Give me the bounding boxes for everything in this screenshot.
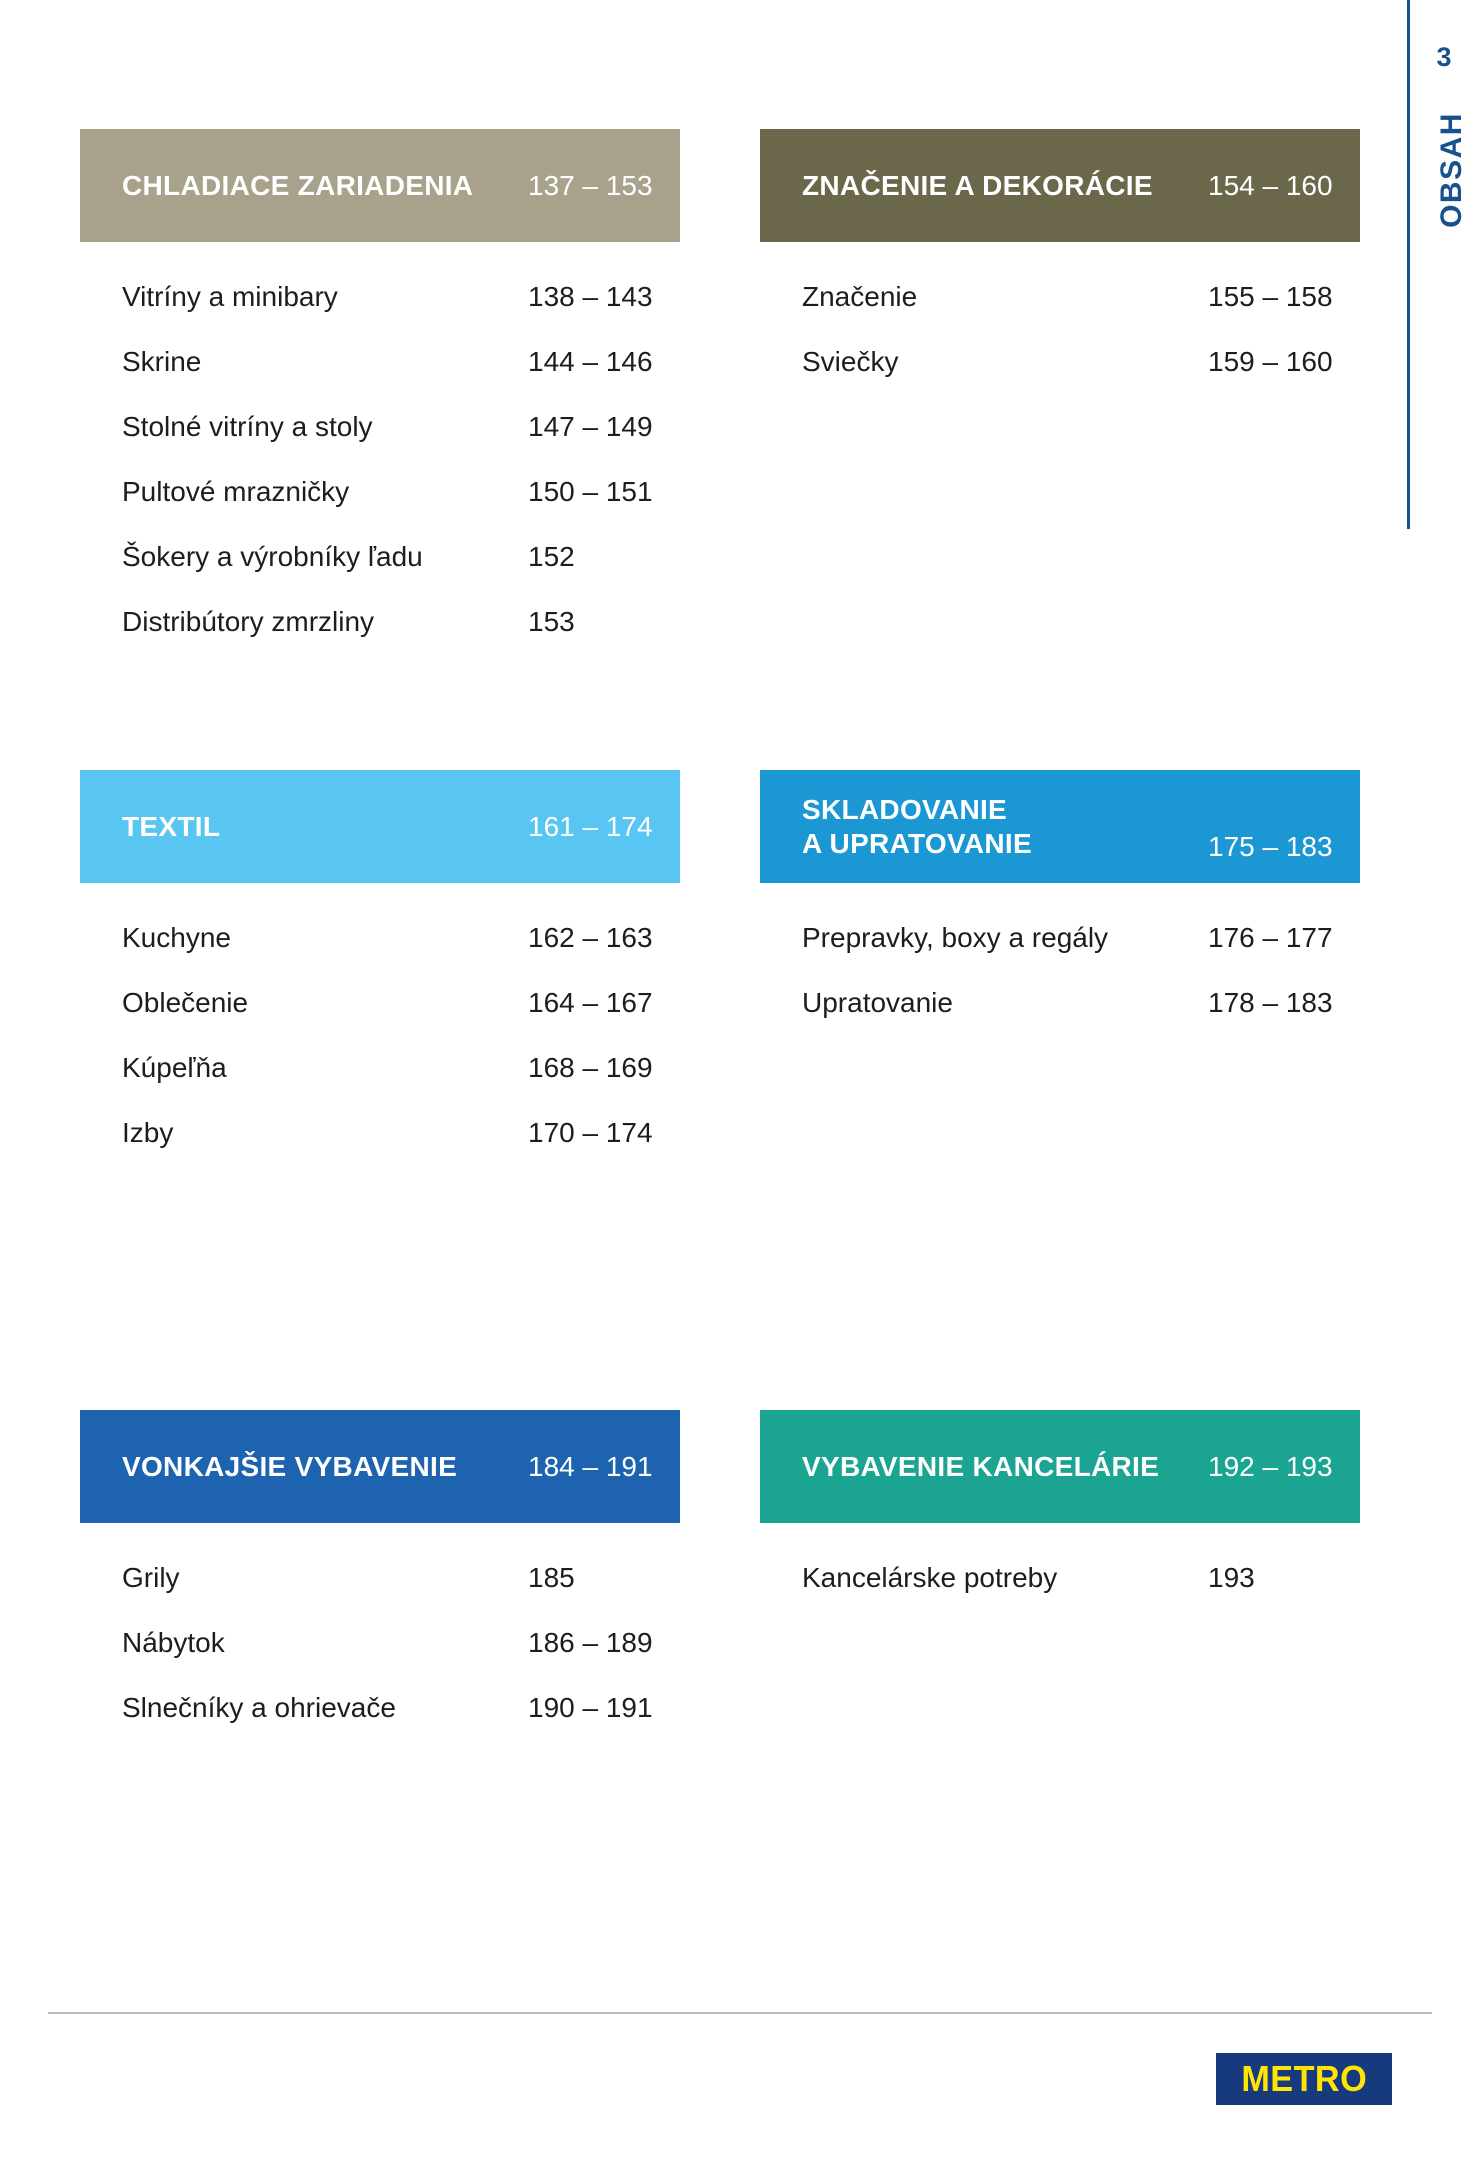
toc-item	[760, 264, 1360, 329]
page-number: 3	[1436, 42, 1452, 72]
section-znacenie-a-dekoracie	[760, 129, 1360, 377]
section-title-line1: SKLADOVANIE	[802, 793, 1008, 825]
toc-item-label: Skrine	[122, 345, 202, 377]
toc-item-list	[80, 264, 680, 654]
section-title: VYBAVENIE KANCELÁRIE	[802, 1450, 1160, 1482]
toc-item-label: Stolné vitríny a stoly	[122, 410, 373, 442]
section-header	[760, 770, 1360, 883]
section-vybavenie-kancelarie	[760, 1410, 1360, 1593]
toc-item-label: Sviečky	[802, 345, 899, 377]
toc-item-label: Oblečenie	[122, 986, 249, 1018]
toc-item-page-range: 155 – 158	[1208, 280, 1333, 312]
toc-item-page-range: 159 – 160	[1208, 345, 1333, 377]
toc-item-list	[760, 1545, 1360, 1610]
toc-item-label: Distribútory zmrzliny	[122, 605, 375, 637]
section-title: ZNAČENIE A DEKORÁCIE	[802, 169, 1153, 201]
section-title: VONKAJŠIE VYBAVENIE	[122, 1450, 458, 1482]
toc-item-page-range: 168 – 169	[528, 1051, 653, 1083]
toc-item	[80, 970, 680, 1035]
toc-item	[80, 329, 680, 394]
section-chladiace-zariadenia	[80, 129, 680, 637]
section-vonkajsie-vybavenie	[80, 1410, 680, 1723]
metro-logo-text: METRO	[1241, 2058, 1367, 2099]
toc-item	[80, 524, 680, 589]
section-title-line2: A UPRATOVANIE	[802, 827, 1032, 859]
toc-item-page-range: 164 – 167	[528, 986, 653, 1018]
toc-item-page-range: 162 – 163	[528, 921, 653, 953]
toc-item-label: Nábytok	[122, 1626, 225, 1658]
accent-vertical-line	[1407, 0, 1410, 529]
section-page-range: 161 – 174	[528, 810, 653, 842]
section-textil	[80, 770, 680, 1148]
toc-item-label: Slnečníky a ohrievače	[122, 1691, 396, 1723]
toc-item	[760, 1545, 1360, 1610]
toc-item-page-range: 193	[1208, 1561, 1255, 1593]
toc-item-page-range: 153	[528, 605, 575, 637]
toc-item-label: Značenie	[802, 280, 918, 312]
toc-item-label: Šokery a výrobníky ľadu	[122, 540, 423, 572]
section-header	[760, 1410, 1360, 1523]
toc-item-label: Pultové mrazničky	[122, 475, 350, 507]
toc-item-label: Izby	[122, 1116, 174, 1148]
toc-item-page-range: 147 – 149	[528, 410, 653, 442]
toc-item-page-range: 190 – 191	[528, 1691, 653, 1723]
toc-item-page-range: 152	[528, 540, 575, 572]
toc-item-page-range: 178 – 183	[1208, 986, 1333, 1018]
toc-item-page-range: 186 – 189	[528, 1626, 653, 1658]
section-header	[80, 1410, 680, 1523]
toc-item-label: Vitríny a minibary	[122, 280, 338, 312]
toc-item	[80, 589, 680, 654]
section-page-range: 184 – 191	[528, 1450, 653, 1482]
toc-item	[760, 970, 1360, 1035]
toc-item-list	[760, 905, 1360, 1035]
section-header	[80, 770, 680, 883]
section-page-range: 137 – 153	[528, 169, 653, 201]
toc-item-label: Kúpeľňa	[122, 1051, 227, 1083]
section-header	[760, 129, 1360, 242]
toc-item	[80, 1610, 680, 1675]
metro-logo	[1216, 2053, 1392, 2105]
toc-item	[80, 1035, 680, 1100]
footer-divider	[48, 2012, 1432, 2014]
section-title	[760, 793, 1032, 861]
toc-item-page-range: 150 – 151	[528, 475, 653, 507]
toc-item-label: Prepravky, boxy a regály	[802, 921, 1109, 953]
toc-item	[760, 905, 1360, 970]
section-page-range: 175 – 183	[1208, 831, 1333, 862]
obsah-tab-label: OBSAH	[1435, 112, 1468, 228]
toc-item	[80, 1545, 680, 1610]
toc-item-label: Upratovanie	[802, 986, 953, 1018]
toc-item-page-range: 176 – 177	[1208, 921, 1333, 953]
toc-item-list	[80, 1545, 680, 1740]
section-skladovanie-a-upratovanie	[760, 770, 1360, 1018]
toc-item-page-range: 170 – 174	[528, 1116, 653, 1148]
toc-item	[760, 329, 1360, 394]
section-header	[80, 129, 680, 242]
toc-item-page-range: 138 – 143	[528, 280, 653, 312]
section-title: CHLADIACE ZARIADENIA	[122, 169, 474, 201]
toc-item-list	[80, 905, 680, 1165]
section-page-range: 192 – 193	[1208, 1450, 1333, 1482]
toc-item-page-range: 144 – 146	[528, 345, 653, 377]
toc-item	[80, 264, 680, 329]
toc-item-label: Kuchyne	[122, 921, 231, 953]
toc-item-label: Kancelárske potreby	[802, 1561, 1058, 1593]
toc-item-page-range: 185	[528, 1561, 575, 1593]
toc-item-list	[760, 264, 1360, 394]
section-title: TEXTIL	[122, 810, 221, 842]
section-page-range: 154 – 160	[1208, 169, 1333, 201]
toc-item	[80, 905, 680, 970]
toc-item	[80, 459, 680, 524]
toc-item	[80, 394, 680, 459]
toc-item	[80, 1100, 680, 1165]
toc-item-label: Grily	[122, 1561, 180, 1593]
toc-item	[80, 1675, 680, 1740]
